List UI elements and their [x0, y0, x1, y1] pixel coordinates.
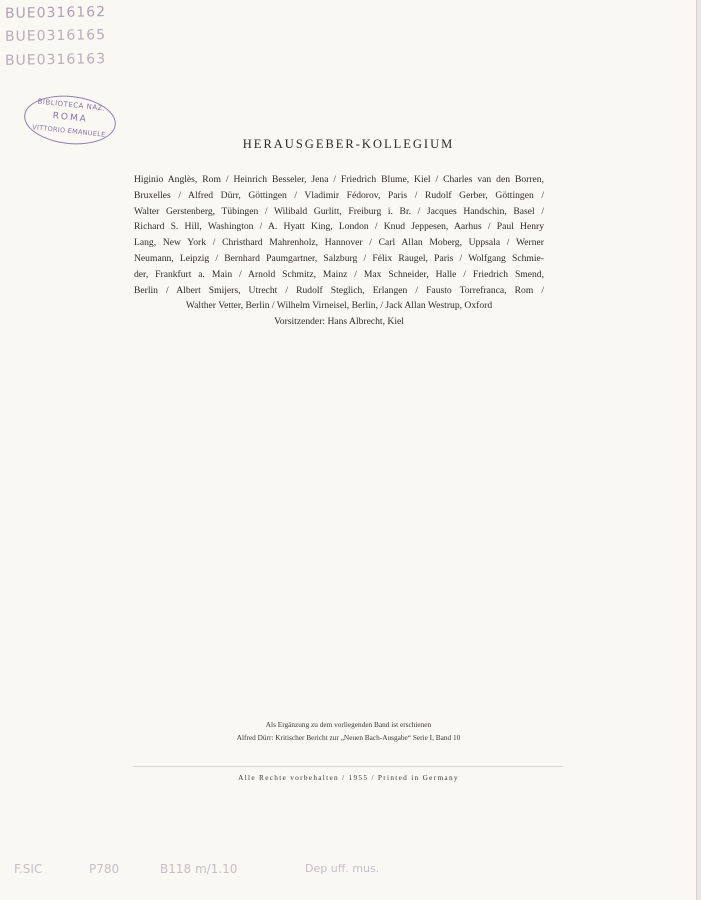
- board-line: Higinio Anglès, Rom / Heinrich Besseler, Jena / Friedrich Blume, Kiel / Charles van den Borren,: [134, 174, 544, 185]
- shelfmark-a: F.SIC: [14, 862, 43, 876]
- supplement-line-2: Alfred Dürr: Kritischer Bericht zur „Neuen Bach-Ausgabe“ Serie I, Band 10: [236, 733, 461, 742]
- editorial-board-list: [134, 172, 544, 330]
- handwritten-inventory-note-1: BUE0316162: [4, 4, 107, 22]
- stamp-line-2: ROMA: [52, 111, 89, 125]
- stamp-line-3: VITTORIO EMANUELE: [31, 123, 106, 139]
- board-line: Bruxelles / Alfred Dürr, Göttingen / Vladimir Fédorov, Paris / Rudolf Gerber, Göttingen /: [134, 189, 544, 201]
- board-line: der, Frankfurt a. Main / Arnold Schmitz, Mainz / Max Schneider, Halle / Friedrich Smend,: [134, 268, 544, 280]
- handwritten-inventory-note-2: BUE0316165: [4, 27, 107, 45]
- shelfmark-b: P780: [89, 862, 120, 876]
- shelfmark-d: Dep uff. mus.: [305, 862, 380, 875]
- shelfmark-c: B118 m/1.10: [160, 862, 238, 876]
- board-line: Walter Gerstenberg, Tübingen / Wilibald Gurlitt, Freiburg i. Br. / Jacques Handschin, Basel /: [134, 205, 544, 217]
- handwritten-inventory-note-3: BUE0316163: [4, 51, 107, 69]
- board-line: Lang, New York / Christhard Mahrenholz, Hannover / Carl Allan Moberg, Uppsala / Werner: [134, 237, 544, 249]
- board-line: Neumann, Leipzig / Bernhard Paumgartner, Salzburg / Félix Raugel, Paris / Wolfgang Schmie-: [134, 252, 544, 264]
- divider: [133, 766, 563, 767]
- supplement-note: [0, 718, 697, 744]
- supplement-line-1: Als Ergänzung zu dem vorliegenden Band ist erschienen: [265, 720, 432, 729]
- board-line: Berlin / Albert Smijers, Utrecht / Rudolf Steglich, Erlangen / Fausto Torrefranca, Rom /: [134, 284, 544, 296]
- board-line: Richard S. Hill, Washington / A. Hyatt King, London / Knud Jeppesen, Aarhus / Paul Henry: [134, 221, 544, 233]
- copyright-line: Alle Rechte vorbehalten / 1955 / Printed in Germany: [238, 773, 459, 782]
- page-heading: HERAUSGEBER-KOLLEGIUM: [242, 137, 455, 151]
- board-chairman-line: Vorsitzender: Hans Albrecht, Kiel: [274, 316, 404, 328]
- board-line: Walther Vetter, Berlin / Wilhelm Virneisel, Berlin, / Jack Allan Westrup, Oxford: [185, 300, 493, 312]
- stamp-line-1: BIBLIOTECA NAZ.: [37, 97, 106, 113]
